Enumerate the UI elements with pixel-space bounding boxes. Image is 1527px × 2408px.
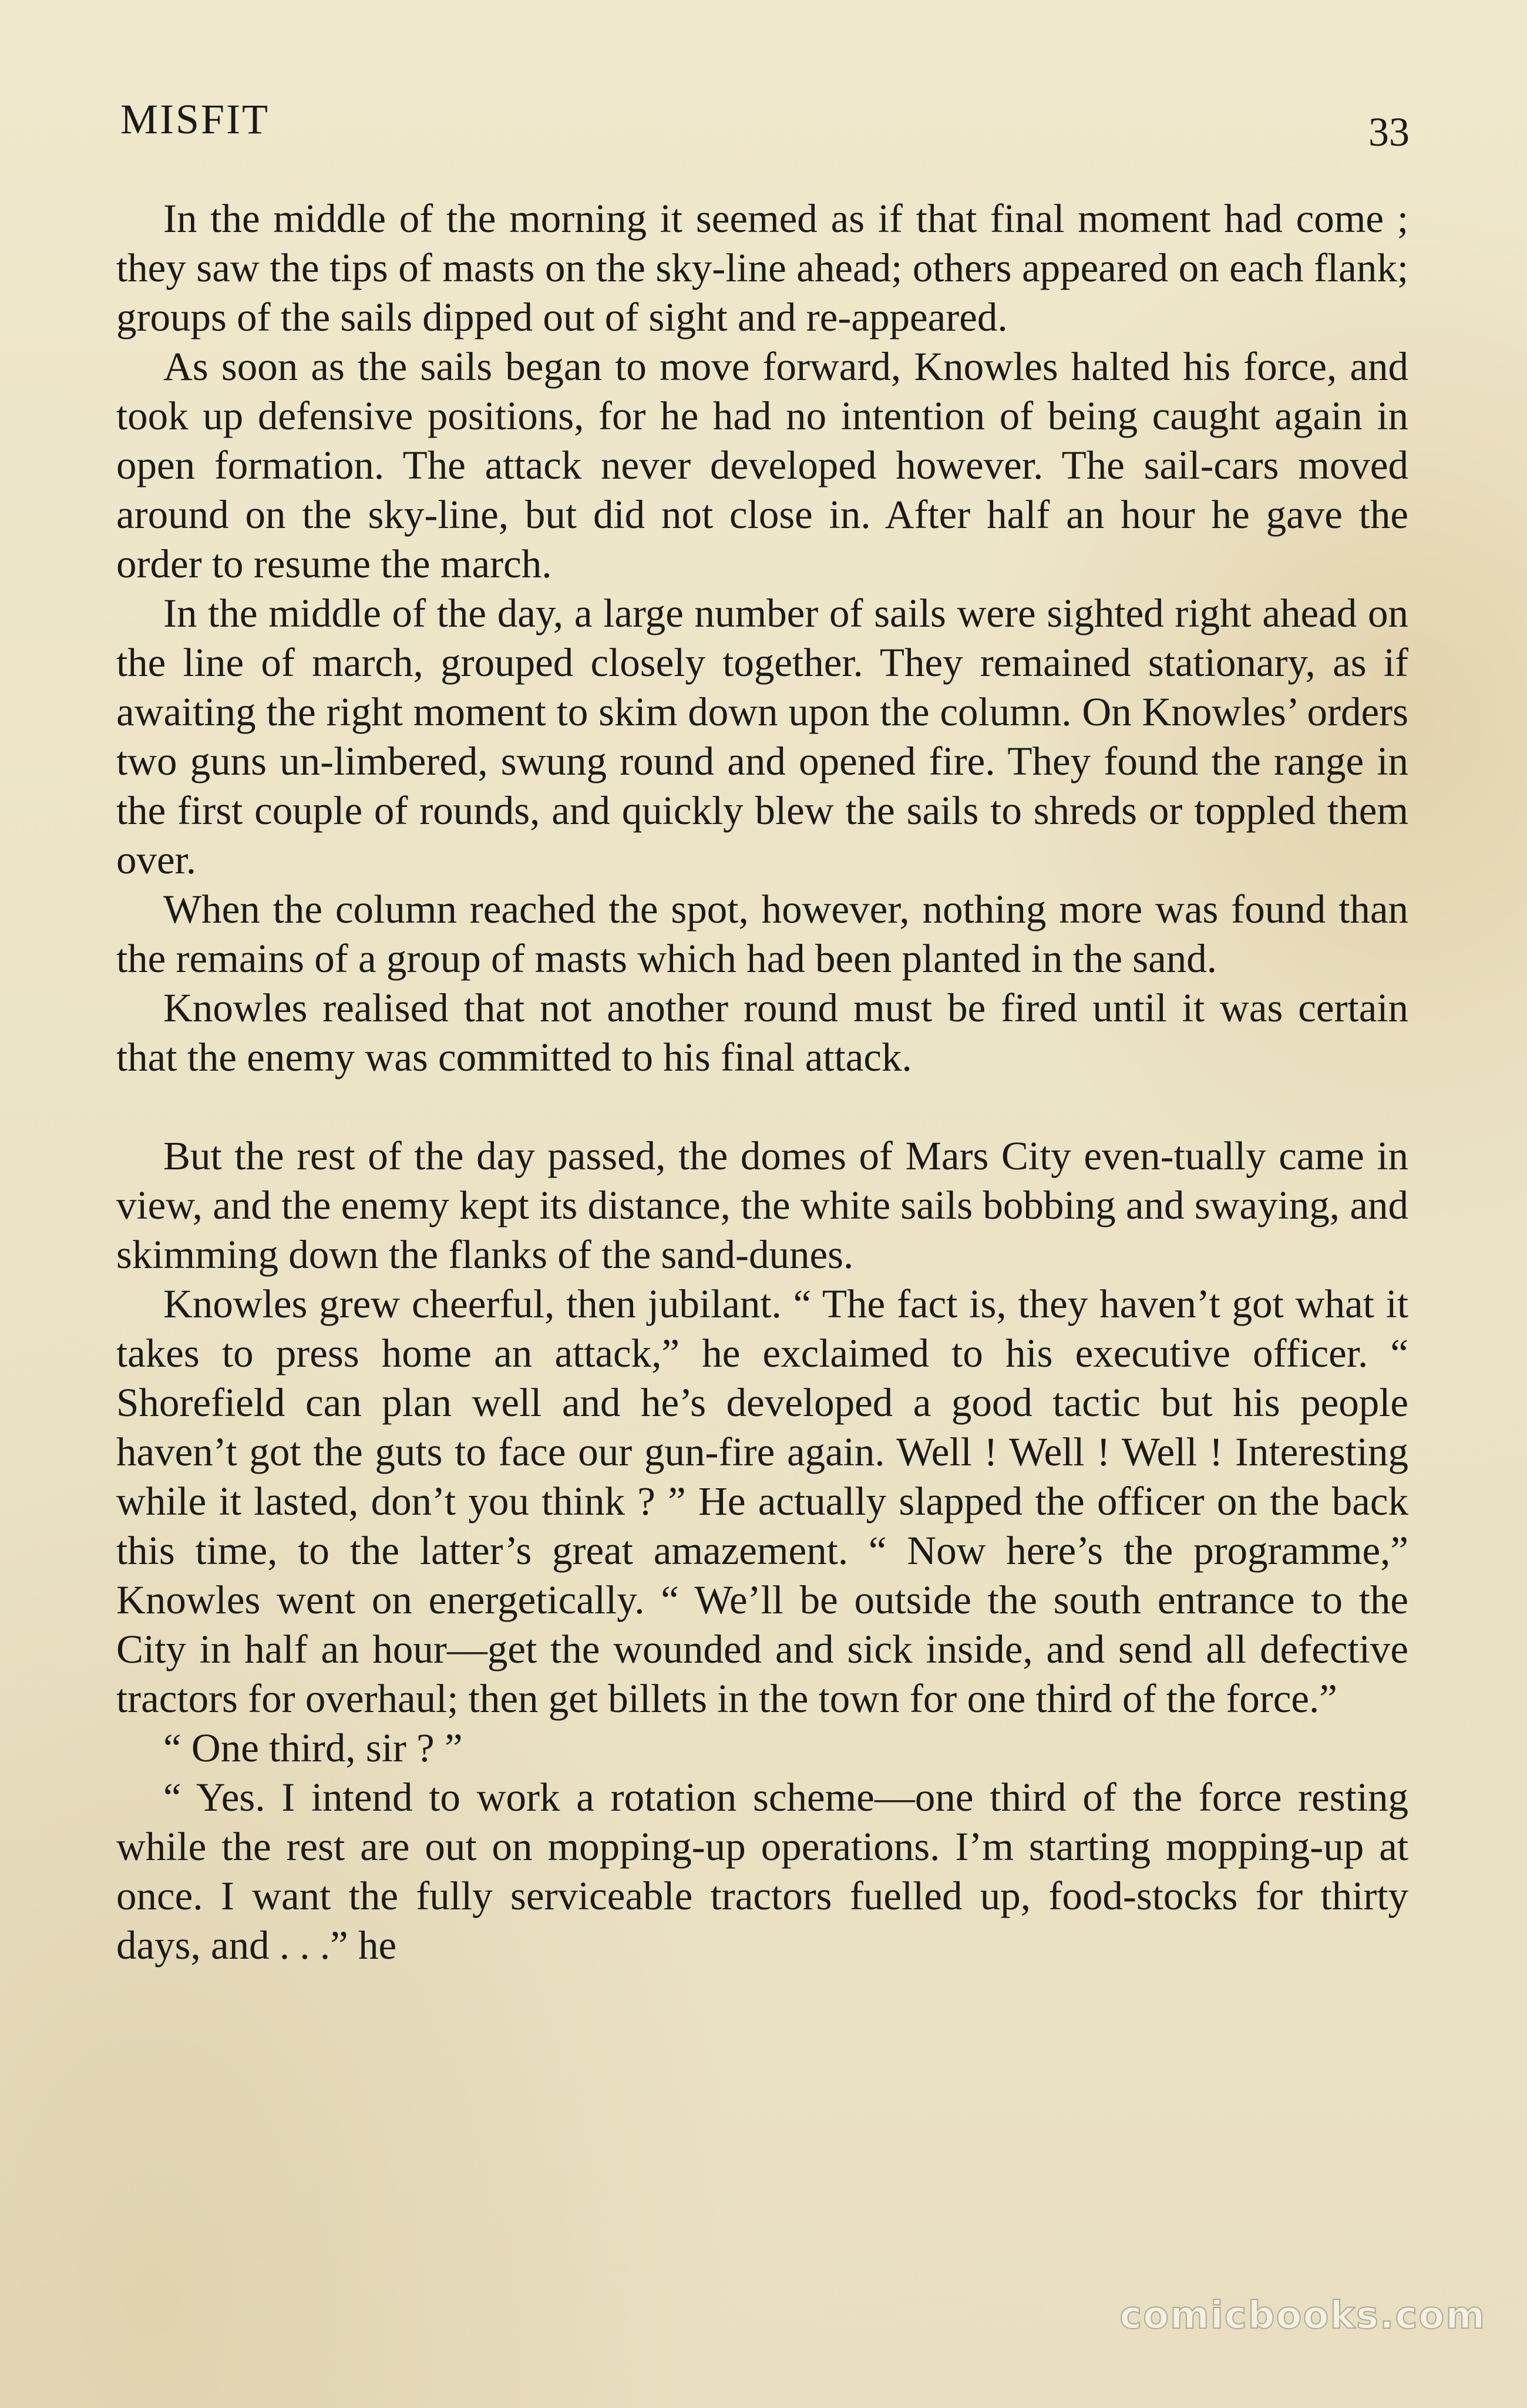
- page-number: 33: [1368, 110, 1410, 155]
- paragraph: Knowles grew cheerful, then jubilant. “ The fact is, they haven’t got what it takes to press home an attack,” he exclaimed to his executive officer. “ Shorefield can plan well and he’s developed a good tactic but his people haven’t got the guts to face our gun-fire again. Well ! Well ! Well ! Interesting while it lasted, don’t you think ? ” He actually slapped the officer on the back this time, to the latter’s great amazement. “ Now here’s the programme,” Knowles went on energetically. “ We’ll be outside the south entrance to the City in half an hour—get the wounded and sick inside, and send all defective tractors for overhaul; then get billets in the town for one third of the force.”: [116, 1282, 1408, 1721]
- paragraph: “ One third, sir ? ”: [163, 1726, 463, 1770]
- paragraph: As soon as the sails began to move forward, Knowles halted his force, and took up defensive positions, for he had no intention of being caught again in open formation. The attack never developed however. The sail-cars moved around on the sky-line, but did not close in. After half an hour he gave the order to resume the march.: [116, 344, 1408, 586]
- running-head: MISFIT: [120, 96, 270, 143]
- paragraph: In the middle of the day, a large number of sails were sighted right ahead on the line of march, grouped closely together. They remained stationary, as if awaiting the right moment to skim down upon the column. On Knowles’ orders two guns un-limbered, swung round and opened fire. They found the range in the first couple of rounds, and quickly blew the sails to shreds or toppled them over.: [116, 591, 1408, 882]
- watermark-logo: comicbooks.com: [1119, 2294, 1486, 2338]
- body-text: [116, 194, 1408, 1970]
- paragraph: In the middle of the morning it seemed as if that final moment had come ; they saw the tips of masts on the sky-line ahead; others appeared on each flank; groups of the sails dipped out of sight and re-appeared.: [116, 196, 1408, 339]
- paragraph: But the rest of the day passed, the domes of Mars City even-tually came in view, and the enemy kept its distance, the white sails bobbing and swaying, and skimming down the flanks of the sand-dunes.: [116, 1134, 1408, 1277]
- paragraph: Knowles realised that not another round must be fired until it was certain that the enemy was committed to his final attack.: [116, 986, 1408, 1079]
- paragraph: When the column reached the spot, however, nothing more was found than the remains of a group of masts which had been planted in the sand.: [116, 887, 1408, 981]
- paragraph: “ Yes. I intend to work a rotation scheme—one third of the force resting while the rest are out on mopping-up operations. I’m starting mopping-up at once. I want the fully serviceable tractors fuelled up, food-stocks for thirty days, and . . .” he: [116, 1775, 1408, 1968]
